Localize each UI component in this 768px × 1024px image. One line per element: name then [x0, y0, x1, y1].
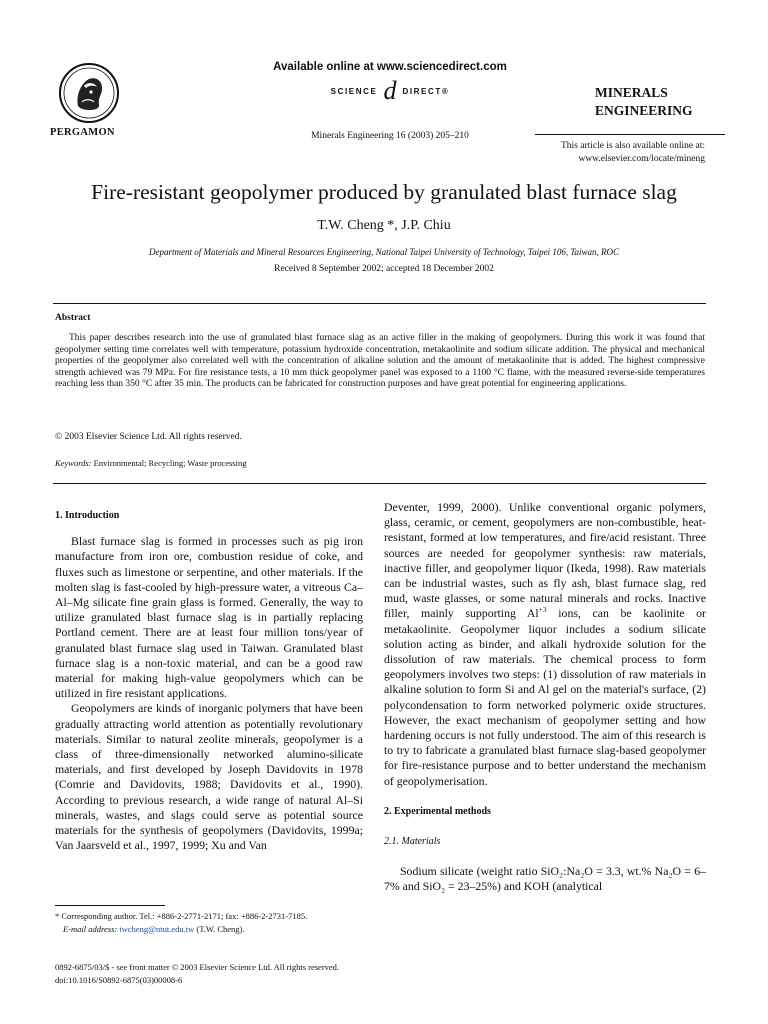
footnote-email-line — [55, 923, 370, 936]
intro-paragraph-2: Geopolymers are kinds of inorganic polymers that have been gradually attracting world attention as potentially revolutionary materials. Similar to natural zeolite minerals, geopolymer is a class of three-dimensionally networked alumino-silicate materials, and first developed by Joseph Davidovits in 1978 (Comrie and Davidovits, 1988; Davidovits et al., 1990). According to previous research, a wide range of natural Al–Si minerals, wastes, and slags could serve as potential source materials for the synthesis of geopolymers (Davidovits, 1999a; Van Jaarsveld et al., 1997, 1999; Xu and Van — [55, 701, 363, 853]
email-label: E-mail address: — [63, 923, 118, 934]
journal-title — [595, 84, 725, 120]
aluminium-charge-superscript: +3 — [538, 605, 547, 615]
sd-right-text: DIRECT® — [402, 86, 450, 96]
received-dates: Received 8 September 2002; accepted 18 December 2002 — [274, 264, 494, 274]
available-online-link[interactable]: Available online at www.sciencedirect.com — [273, 61, 507, 73]
abstract-heading: Abstract — [55, 313, 91, 323]
journal-title-line1: MINERALS — [595, 85, 668, 100]
page-footer — [55, 961, 339, 986]
materials-paragraph: Sodium silicate (weight ratio SiO₂:Na₂O = 3.3, wt.% Na₂O = 6–7% and SiO₂ = 23–25%) and KOH (analytical — [384, 864, 706, 894]
article-authors: T.W. Cheng *, J.P. Chiu — [317, 218, 451, 233]
author-email-link[interactable]: twcheng@ntut.edu.tw — [119, 923, 195, 934]
section-2-heading: 2. Experimental methods — [384, 805, 491, 817]
right-column — [384, 500, 706, 895]
journal-title-line2: ENGINEERING — [595, 103, 693, 118]
keywords-line — [55, 458, 246, 468]
intro-paragraph-1: Blast furnace slag is formed in processes such as pig iron manufacture from iron ore, combustion residue of coke, and fluxes such as limestone or serpentine, and other materials. If the molten slag is fast-cooled by high-pressure water, a vitreous Ca–Al–Mg silicate fine grain glass is formed. Generally, the way to utilize granulated blast furnace slag is in partially replacing Portland cement. There are at least four million tons/year of granulated blast furnace slag used in Taiwan. Granulated blast furnace slag is a non-toxic material, and can be a good raw material for making high-value geopolymers which can be utilized in fire resistant applications. — [55, 534, 363, 701]
publisher-name: PERGAMON — [50, 127, 115, 138]
sd-at-icon: d — [383, 76, 397, 105]
abstract-text: This paper describes research into the use of granulated blast furnace slag as an active filler in the making of geopolymers. During this work it was found that geopolymer setting time correlates well with temperature, potassium hydroxide concentration, metakaolinite and sodium silicate addition. The physical and mechanical properties of the geopolymer also correlated well with the concentration of alkaline solution and the amount of metakaolinite that is added. The highest compressive strength achieved was 79 MPa. For fire resistance tests, a 10 mm thick geopolymer panel was exposed to a 1100 °C flame, with the measured reverse-side temperatures reaching less than 350 °C after 35 min. The products can be fabricated for construction purposes and have great potential for engineering applications. — [55, 333, 705, 390]
email-suffix: (T.W. Cheng). — [194, 923, 245, 934]
author-affiliation: Department of Materials and Mineral Resources Engineering, National Taipei University of Technology, Taipei 106, Taiwan, ROC — [148, 247, 620, 257]
abstract-bottom-divider — [53, 483, 706, 484]
elsevier-logo-icon — [58, 62, 120, 124]
keywords-list: Environmental; Recycling; Waste processing — [93, 458, 247, 468]
intro-paragraph-3-part-a: Deventer, 1999, 2000). Unlike conventional organic polymers, glass, ceramic, or cement, geopolymers are non-combustible, heat-resistant, formed at low temperatures, and fire/acid resistant. Three sources are needed for geopolymer synthesis: raw materials, inactive filler, and geopolymer liquor (Ikeda, 1998). Raw materials can be industrial wastes, such as fly ash, blast furnace slag, red mud, waste glasses, or some natural minerals and rocks. Inactive filler, mainly supporting Al — [384, 500, 706, 621]
subsection-2-1-heading: 2.1. Materials — [384, 836, 441, 848]
doi-line: doi:10.1016/S0892-6875(03)00008-6 — [55, 974, 183, 985]
intro-paragraph-3 — [384, 500, 706, 789]
journal-url-link[interactable]: www.elsevier.com/locate/mineng — [578, 154, 705, 164]
sciencedirect-logo — [250, 76, 530, 105]
footnote-contact: * Corresponding author. Tel.: +886-2-2771-2171; fax: +886-2-2731-7185. — [55, 911, 308, 921]
abstract-top-divider — [53, 303, 706, 304]
journal-citation: Minerals Engineering 16 (2003) 205–210 — [311, 131, 469, 141]
left-column — [55, 508, 363, 853]
copyright-notice: © 2003 Elsevier Science Ltd. All rights reserved. — [55, 432, 242, 442]
also-available-note — [535, 140, 705, 166]
intro-paragraph-3-part-b: ions, can be kaolinite or metakaolinite. Geopolymer liquor includes a sodium silicate solution acting as binder, and alkali hydroxide solution for the dissolution of raw materials. The chemical process to form geopolymers involves two steps: (1) dissolution of raw materials in alkaline solution to form Si and Al gel on the material's surface, (2) polycondensation to form networked polymeric oxide structures. However, the exact mechanism of geopolymer setting and how hardening occurs is not fully understood. The aim of this research is to try to fabricate a granulated blast furnace slag-based geopolymer for fire-resistance purpose and to better understand the mechanism of geopolymerisation. — [384, 606, 706, 788]
also-available-text: This article is also available online at: — [560, 141, 705, 151]
article-title: Fire-resistant geopolymer produced by granulated blast furnace slag — [91, 180, 677, 204]
keywords-label: Keywords: — [55, 458, 92, 468]
front-matter-line: 0892-6875/03/$ - see front matter © 2003 Elsevier Science Ltd. All rights reserved. — [55, 962, 340, 972]
section-1-heading: 1. Introduction — [55, 510, 120, 521]
header-divider — [535, 134, 725, 135]
footnote-divider — [55, 905, 165, 906]
sd-left-text: SCIENCE — [330, 86, 378, 96]
corresponding-author-footnote — [55, 910, 370, 935]
